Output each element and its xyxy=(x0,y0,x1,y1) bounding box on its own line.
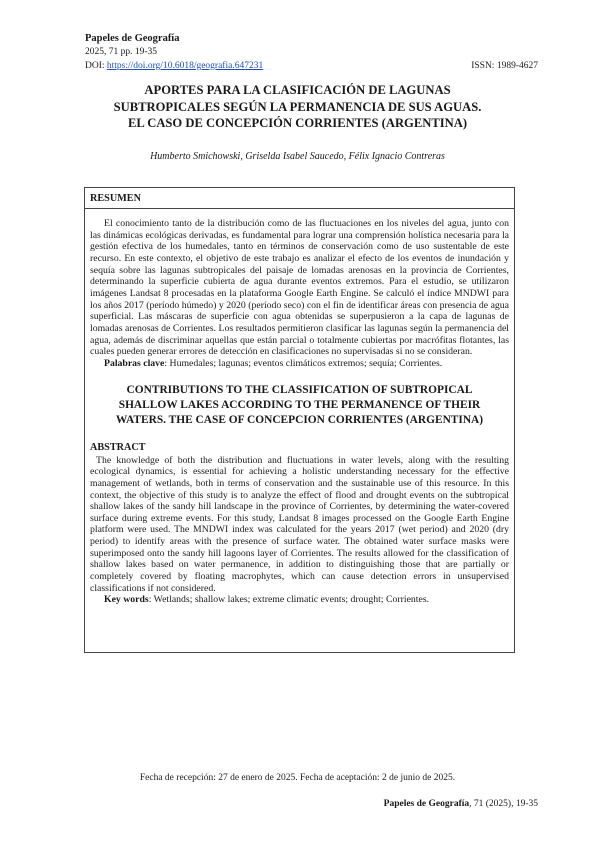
palabras-clave xyxy=(90,358,509,370)
article-title-es xyxy=(60,82,535,132)
resumen-divider xyxy=(85,208,514,209)
page-footer xyxy=(384,799,538,809)
title-en-line: CONTRIBUTIONS TO THE CLASSIFICATION OF SUBTROPICAL xyxy=(126,383,473,396)
title-es-line: SUBTROPICALES SEGÚN LA PERMANENCIA DE SUS AGUAS. xyxy=(113,99,482,114)
article-title-en xyxy=(90,383,509,428)
resumen-text: El conocimiento tanto de la distribución como de las fluctuaciones en los niveles del agua, junto con las dinámicas ecológicas derivadas, es fundamental para lograr una comprensión holística necesaria para la gestión efectiva de los humedales, tanto en términos de conservación como de uso sustentable de este recurso. En este contexto, el objetivo de este trabajo es analizar el efecto de los eventos de inundación y sequía sobre las lagunas subtropicales del paisaje de lomadas arenosas en la provincia de Corrientes, determinando la superficie cubierta de agua durante eventos extremos. Para el estudio, se utilizaron imágenes Landsat 8 procesadas en la plataforma Google Earth Engine. Se calculó el índice MNDWI para los años 2017 (período húmedo) y 2020 (período seco) con el fin de identificar áreas con presencia de agua superficial. Las máscaras de superficie con agua obtenidas se superpusieron a la capa de lagunas de lomadas arenosas de Corrientes. Los resultados permitieron clasificar las lagunas según la permanencia del agua, además de discriminar aquellas que están parcial o totalmente cubiertas por macrófitas flotantes, las cuales pueden generar errores de detección en clasificaciones no supervisadas si no se consideran. xyxy=(90,218,509,358)
doi-label: DOI: xyxy=(85,61,107,71)
title-es-line: EL CASO DE CONCEPCIÓN CORRIENTES (ARGENTINA) xyxy=(127,116,468,130)
abstract-text: The knowledge of both the distribution and fluctuations in water levels, along with the resulting ecological dynamics, is essential for achieving a holistic understanding necessary for the effective management of wetlands, both in terms of conservation and the sustainable use of this resource. In this context, the objective of this study is to analyze the effect of flood and drought events on the subtropical shallow lakes of the sandy hill landscape in the province of Corrientes, by determining the water-covered surface during extreme events. For this study, Landsat 8 images processed on the Google Earth Engine platform were used. The MNDWI index was calculated for the years 2017 (wet period) and 2020 (dry period) to identify areas with the presence of surface water. The obtained water surface masks were superimposed onto the sandy hill lagoons layer of Corrientes. The results allowed for the classification of shallow lakes based on water permanence, in addition to distinguishing those that are partially or completely covered by floating macrophytes, which can cause detection errors in unsupervised classifications if not considered. xyxy=(90,454,509,594)
palabras-clave-values: : Humedales; lagunas; eventos climáticos extremos; sequía; Corrientes. xyxy=(164,357,443,369)
title-en-line: SHALLOW LAKES ACCORDING TO THE PERMANENCE OF THEIR xyxy=(118,398,481,411)
resumen-heading: RESUMEN xyxy=(90,193,141,204)
key-words-values: : Wetlands; shallow lakes; extreme climatic events; drought; Corrientes. xyxy=(148,594,430,606)
footer-journal: Papeles de Geografía xyxy=(383,799,470,809)
title-en-line: WATERS. THE CASE OF CONCEPCION CORRIENTES (ARGENTINA) xyxy=(115,413,484,426)
abstract-heading: ABSTRACT xyxy=(90,441,146,453)
abstract-box xyxy=(84,187,515,653)
footer-citation: , 71 (2025), 19-35 xyxy=(469,799,538,809)
doi-line xyxy=(85,61,263,71)
title-es-line: APORTES PARA LA CLASIFICACIÓN DE LAGUNAS xyxy=(144,83,451,97)
key-words-label: Key words xyxy=(104,594,149,606)
authors: Humberto Smichowski, Griselda Isabel Saucedo, Félix Ignacio Contreras xyxy=(150,151,445,162)
journal-name: Papeles de Geografía xyxy=(85,33,180,44)
key-words xyxy=(90,594,509,606)
palabras-clave-label: Palabras clave xyxy=(104,357,165,369)
doi-link[interactable]: https://doi.org/10.6018/geografia.647231 xyxy=(106,61,264,71)
issn: ISSN: 1989-4627 xyxy=(471,61,538,71)
volume-pages: 2025, 71 pp. 19-35 xyxy=(85,47,158,57)
reception-dates: Fecha de recepción: 27 de enero de 2025. Fecha de aceptación: 2 de junio de 2025. xyxy=(139,773,456,783)
